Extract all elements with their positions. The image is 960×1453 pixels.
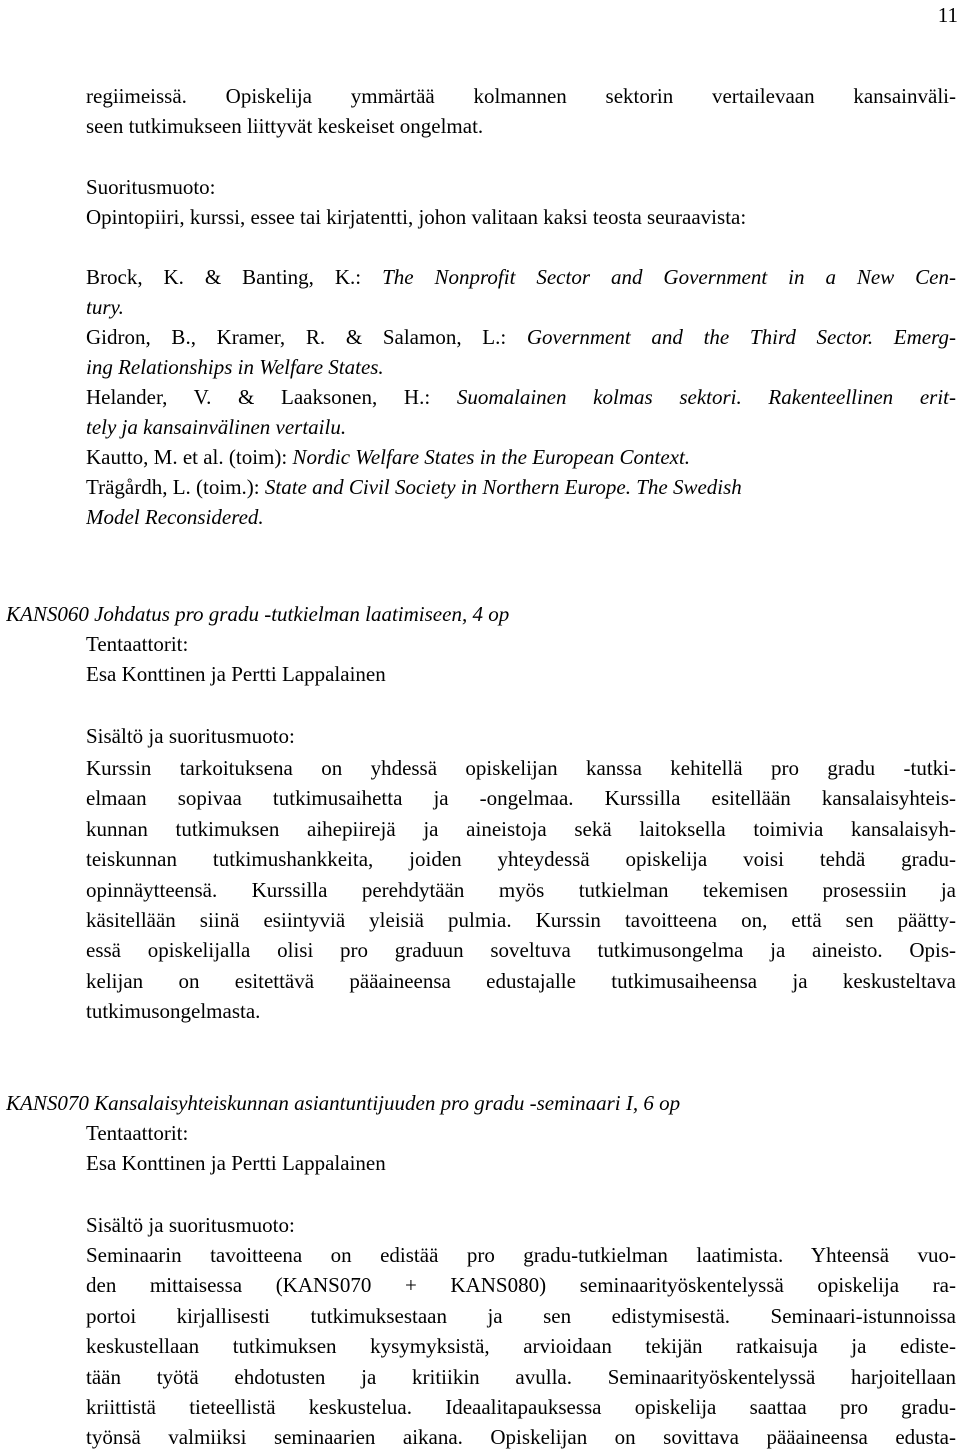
reference-1-line-1 [86, 262, 956, 292]
course-kans060-body [86, 753, 956, 1027]
reference-title: Nordic Welfare States in the European Context. [292, 445, 691, 469]
intro-line-2: seen tutkimukseen liittyvät keskeiset ongelmat. [86, 114, 484, 139]
body-line: den mittaisessa (KANS070 + KANS080) seminaarityöskentelyssä opiskelija ra- [86, 1273, 956, 1298]
course-kans060-examiners: Esa Konttinen ja Pertti Lappalainen [86, 662, 386, 686]
reference-author: Kautto, M. et al. (toim): [86, 445, 293, 469]
reference-2-line-2: ing Relationships in Welfare States. [86, 355, 384, 379]
course-kans070-examiners-label: Tentaattorit: [86, 1121, 189, 1145]
body-line: käsitellään siinä esiintyviä yleisiä pulmia. Kurssin tavoitteena on, että sen päätty- [86, 908, 956, 933]
body-line: Seminaarin tavoitteena on edistää pro gradu-tutkielman laatimista. Yhteensä vuo- [86, 1243, 956, 1267]
course-kans060-examiners-label: Tentaattorit: [86, 632, 189, 656]
page-number: 11 [937, 3, 958, 27]
course-kans070-heading: KANS070 Kansalaisyhteiskunnan asiantuntijuuden pro gradu -seminaari I, 6 op [6, 1091, 681, 1115]
reference-author: Helander, V. & Laaksonen, H.: [86, 385, 457, 409]
reference-title: State and Civil Society in Northern Europe. The Swedish [264, 475, 742, 499]
body-line: kriittistä tieteellistä keskustelua. Ideaalitapauksessa opiskelija saattaa pro gradu- [86, 1395, 956, 1420]
reference-1-line-2: tury. [86, 295, 124, 319]
body-line: essä opiskelijalla olisi pro graduun soveltuva tutkimusongelma ja aineisto. Opis- [86, 938, 956, 963]
course-kans070-content-label: Sisältö ja suoritusmuoto: [86, 1213, 295, 1237]
body-line: tään työtä ehdotusten ja kritiikin avulla. Seminaarityöskentelyssä harjoitellaan [86, 1364, 956, 1389]
body-line: työnsä valmiiksi seminaarien aikana. Opiskelijan on sovittava pääaineensa edusta- [86, 1425, 956, 1450]
reference-author: Trägårdh, L. (toim.): [86, 475, 265, 499]
reference-4-line-1 [86, 442, 956, 472]
reference-title: Suomalainen kolmas sektori. Rakenteellinen erit- [456, 385, 956, 409]
body-line: kelijan on esitettävä pääaineensa edustajalle tutkimusaiheensa ja keskusteltava [86, 968, 956, 993]
body-line: Kurssin tarkoituksena on yhdessä opiskelijan kanssa kehitellä pro gradu -tutki- [86, 756, 956, 780]
course-kans060-heading: KANS060 Johdatus pro gradu -tutkielman laatimiseen, 4 op [6, 602, 510, 626]
course-kans060-content-label: Sisältö ja suoritusmuoto: [86, 724, 295, 748]
reference-2-line-1 [86, 322, 956, 352]
course-kans070-examiners: Esa Konttinen ja Pertti Lappalainen [86, 1151, 386, 1175]
intro-paragraph [86, 81, 956, 142]
body-line: keskustellaan tutkimuksen kysymyksistä, arvioidaan tekijän ratkaisuja ja ediste- [86, 1334, 956, 1359]
reference-3-line-1 [86, 382, 956, 412]
reference-5-line-2: Model Reconsidered. [86, 505, 264, 529]
reference-author: Gidron, B., Kramer, R. & Salamon, L.: [86, 325, 527, 349]
body-line: portoi kirjallisesti tutkimuksestaan ja sen edistymisestä. Seminaari-istunnoissa [86, 1303, 956, 1328]
body-line: kunnan tutkimuksen aihepiirejä ja aineistoja sekä laitoksella toimivia kansalaisyh- [86, 816, 956, 841]
body-line-last: tutkimusongelmasta. [86, 999, 261, 1024]
course-kans070-body [86, 1240, 956, 1453]
intro-line-1: regiimeissä. Opiskelija ymmärtää kolmannen sektorin vertailevaan kansainväli- [86, 84, 956, 108]
reference-3-line-2: tely ja kansainvälinen vertailu. [86, 415, 347, 439]
reference-title: The Nonprofit Sector and Government in a New Cen- [382, 265, 956, 289]
body-line: teiskunnan tutkimushankkeita, joiden yhteydessä opiskelija voisi tehdä gradu- [86, 847, 956, 872]
suoritus-text: Opintopiiri, kurssi, essee tai kirjatentti, johon valitaan kaksi teosta seuraavista: [86, 205, 747, 229]
body-line: elmaan sopivaa tutkimusaihetta ja -ongelmaa. Kurssilla esitellään kansalaisyhteis- [86, 786, 956, 811]
reference-author: Brock, K. & Banting, K.: [86, 265, 383, 289]
body-line: opinnäytteensä. Kurssilla perehdytään myös tutkielman tekemisen prosessiin ja [86, 877, 956, 902]
reference-5-line-1 [86, 472, 956, 502]
reference-title: Government and the Third Sector. Emerg- [526, 325, 956, 349]
reference-list [86, 262, 956, 532]
suoritus-label: Suoritusmuoto: [86, 175, 216, 199]
